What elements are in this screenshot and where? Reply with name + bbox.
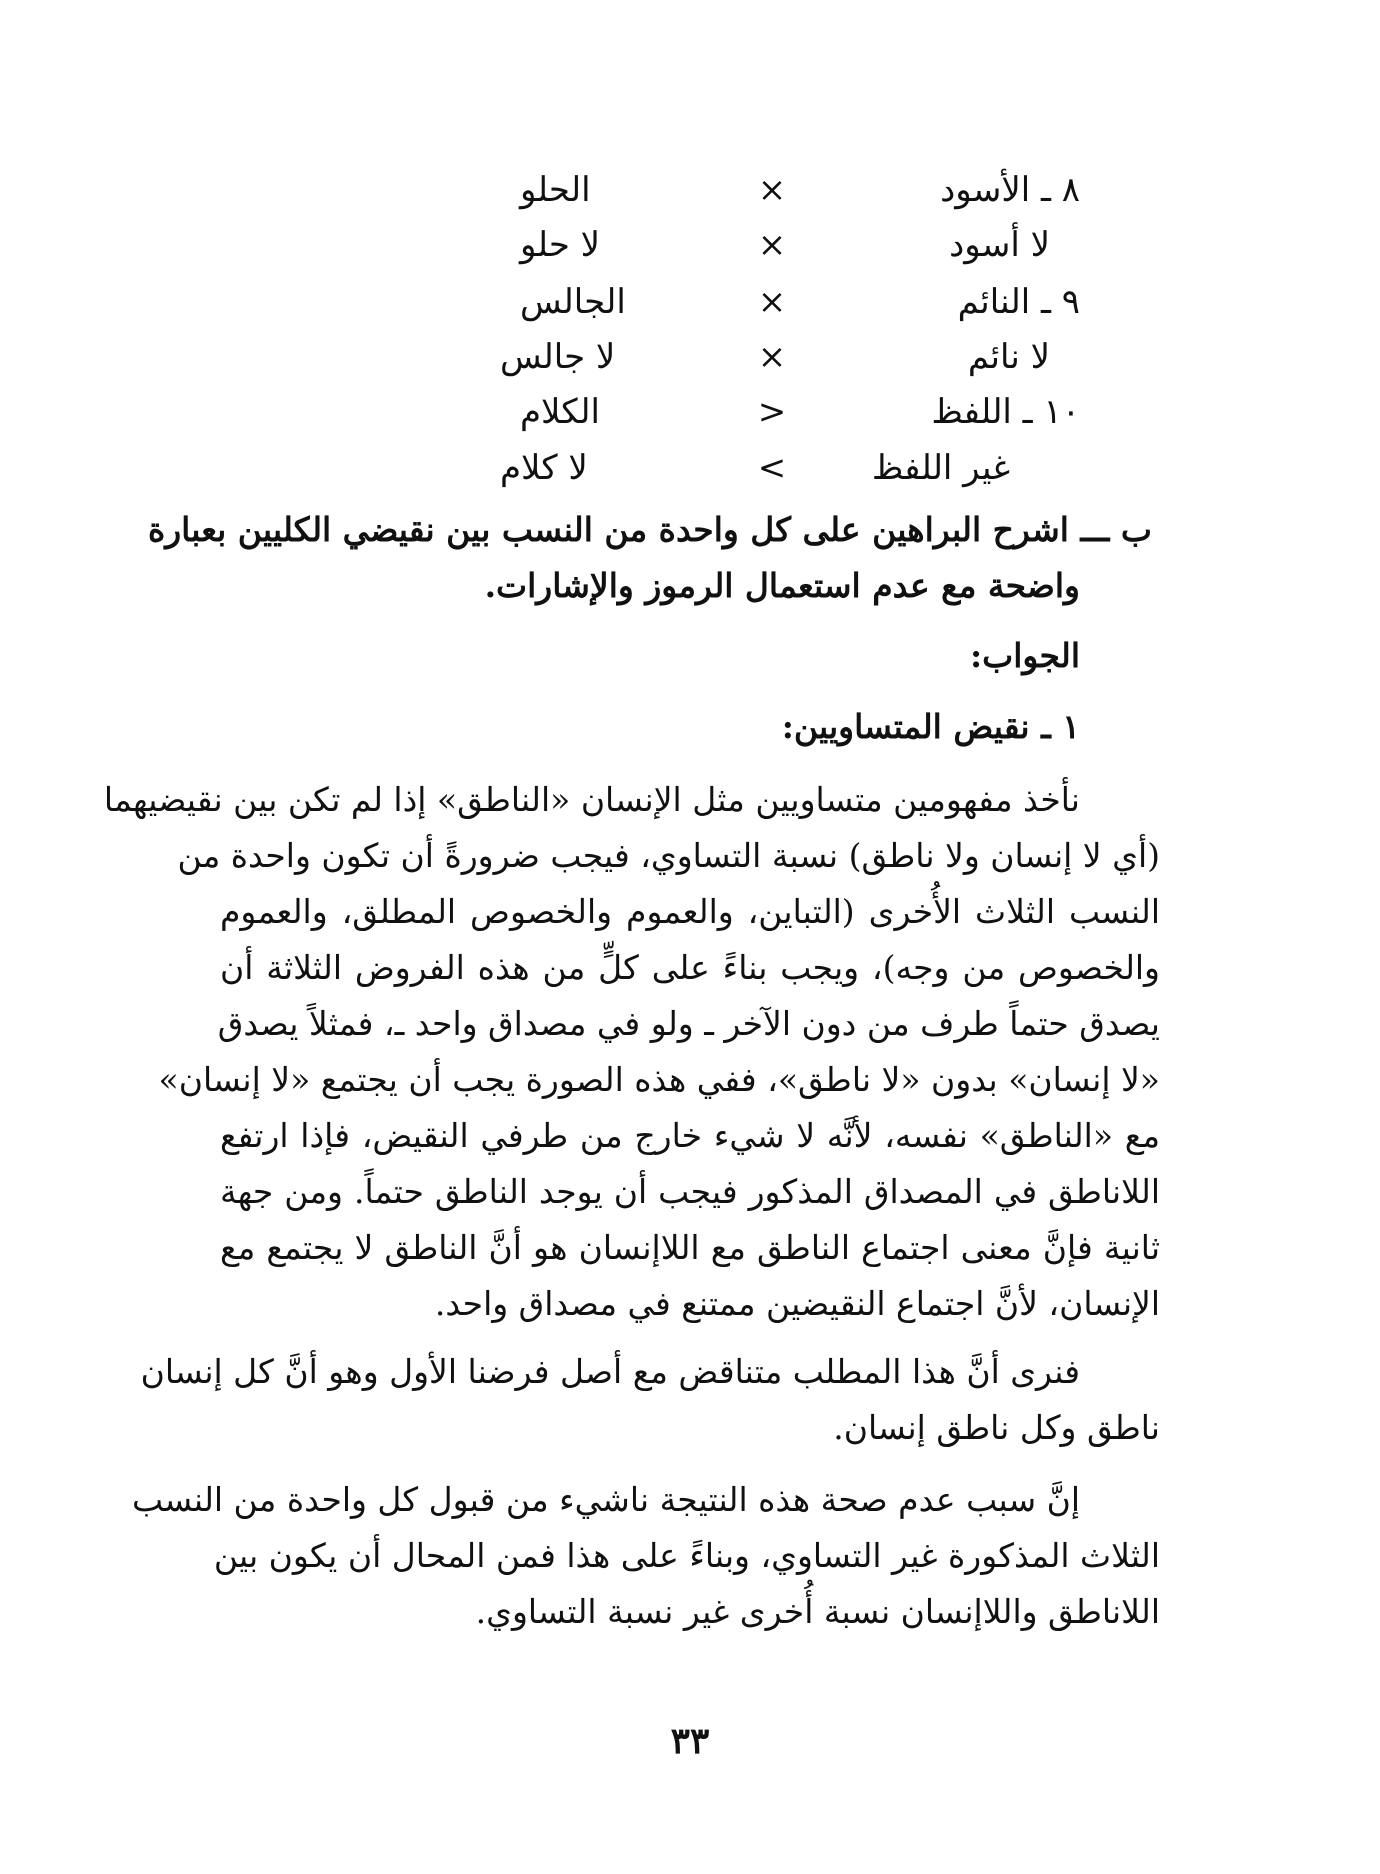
- question-line: ب ـــ اشرح البراهين على كل واحدة من النسب بين نقيضي الكليين بعبارة: [147, 510, 1152, 549]
- paragraph-line: ناطق وكل ناطق إنسان.: [833, 1408, 1160, 1447]
- relation-symbol: >: [757, 392, 787, 432]
- table-cell-left: لا جالس: [500, 337, 616, 377]
- section-heading: ١ ـ نقيض المتساويين:: [781, 707, 1080, 746]
- table-cell-right: غير اللفظ: [871, 448, 1010, 488]
- table-cell-left: لا حلو: [520, 225, 601, 265]
- page-number: ٣٣: [670, 1720, 710, 1762]
- table-row: [500, 327, 1050, 387]
- paragraph-line: النسب الثلاث الأُخرى (التباين، والعموم والخصوص المطلق، والعموم: [220, 892, 1160, 931]
- table-cell-left: الكلام: [520, 392, 600, 432]
- relation-symbol: <: [757, 448, 787, 488]
- table-cell-right: ٨ ـ الأسود: [940, 170, 1080, 210]
- question-line: واضحة مع عدم استعمال الرموز والإشارات.: [484, 566, 1080, 605]
- table-cell-left: لا كلام: [500, 448, 588, 488]
- relation-symbol: ×: [757, 282, 787, 322]
- table-cell-left: الحلو: [520, 170, 591, 210]
- table-row: [520, 382, 1080, 442]
- paragraph-line: اللاناطق في المصداق المذكور فيجب أن يوجد الناطق حتماً. ومن جهة: [220, 1172, 1160, 1211]
- table-cell-left: الجالس: [520, 282, 626, 322]
- paragraph-line: فنرى أنَّ هذا المطلب متناقض مع أصل فرضنا الأول وهو أنَّ كل إنسان: [140, 1352, 1080, 1391]
- table-row: [500, 438, 1010, 498]
- table-cell-right: ١٠ ـ اللفظ: [931, 392, 1080, 432]
- paragraph-line: نأخذ مفهومين متساويين مثل الإنسان «الناطق» إذا لم تكن بين نقيضيهما: [103, 780, 1080, 819]
- table-row: [520, 272, 1080, 332]
- relation-symbol: ×: [757, 170, 787, 210]
- answer-label: الجواب:: [970, 636, 1080, 675]
- table-row: [520, 215, 1050, 275]
- paragraph-line: الثلاث المذكورة غير التساوي، وبناءً على هذا فمن المحال أن يكون بين: [213, 1536, 1160, 1575]
- paragraph-line: «لا إنسان» بدون «لا ناطق»، ففي هذه الصورة يجب أن يجتمع «لا إنسان»: [158, 1060, 1160, 1099]
- paragraph-line: والخصوص من وجه)، ويجب بناءً على كلٍّ من هذه الفروض الثلاثة أن: [220, 948, 1160, 987]
- paragraph-line: ثانية فإنَّ معنى اجتماع الناطق مع اللاإنسان هو أنَّ الناطق لا يجتمع مع: [220, 1228, 1160, 1267]
- paragraph-line: اللاناطق واللاإنسان نسبة أُخرى غير نسبة التساوي.: [475, 1592, 1160, 1631]
- table-cell-right: لا أسود: [949, 225, 1050, 265]
- paragraph-line: الإنسان، لأنَّ اجتماع النقيضين ممتنع في مصداق واحد.: [434, 1284, 1160, 1323]
- paragraph-line: (أي لا إنسان ولا ناطق) نسبة التساوي، فيجب ضرورةً أن تكون واحدة من: [177, 836, 1160, 875]
- paragraph-line: يصدق حتماً طرف من دون الآخر ـ ولو في مصداق واحد ـ، فمثلاً يصدق: [217, 1004, 1160, 1043]
- relation-symbol: ×: [757, 225, 787, 265]
- paragraph-line: مع «الناطق» نفسه، لأنَّه لا شيء خارج من طرفي النقيض، فإذا ارتفع: [220, 1116, 1160, 1155]
- table-cell-right: ٩ ـ النائم: [957, 282, 1080, 322]
- table-row: [520, 160, 1080, 220]
- paragraph-line: إنَّ سبب عدم صحة هذه النتيجة ناشيء من قبول كل واحدة من النسب: [132, 1480, 1080, 1519]
- relation-symbol: ×: [757, 337, 787, 377]
- table-cell-right: لا نائم: [967, 337, 1050, 377]
